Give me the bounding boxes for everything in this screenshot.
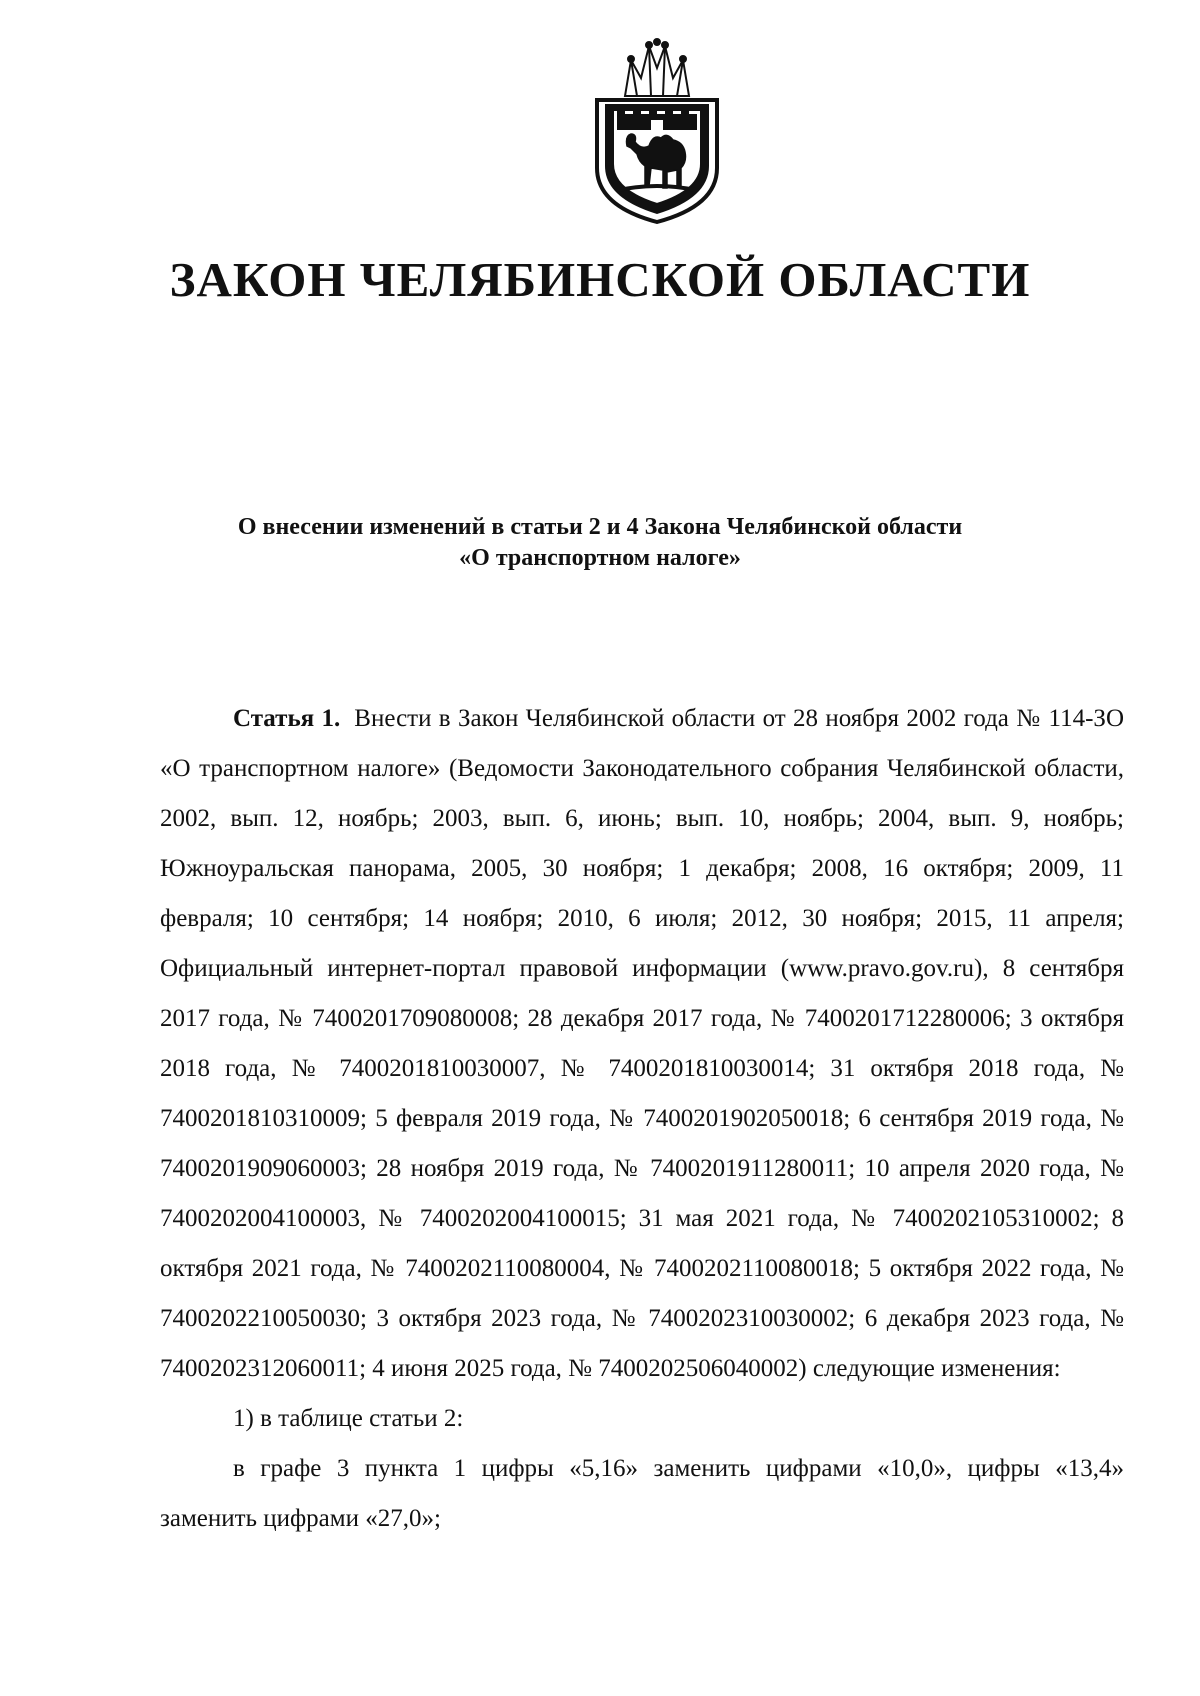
law-title: ЗАКОН ЧЕЛЯБИНСКОЙ ОБЛАСТИ (169, 252, 1031, 307)
article-1-text: Внести в Закон Челябинской области от 28 ноября 2002 года № 114-ЗО «О транспортном налоге» (Ведомости Законодательного собрания Челябинской области, 2002, вып. 12, ноябрь; 2003, вып. 6, июнь; вып. 10, ноябрь; 2004, вып. 9, ноябрь; Южноуральская панорама, 2005, 30 ноября; 1 декабря; 2008, 16 октября; 2009, 11 февраля; 10 сентября; 14 ноября; 2010, 6 июля; 2012, 30 ноября; 2015, 11 апреля; Официальный интернет-портал правовой информации (www.pravo.gov.ru), 8 сентября 2017 года, № 7400201709080008; 28 декабря 2017 года, № 7400201712280006; 3 октября 2018 года, № 7400201810030007, № 7400201810030014; 31 октября 2018 года, № 7400201810310009; 5 февраля 2019 года, № 7400201902050018; 6 сентября 2019 года, № 7400201909060003; 28 ноября 2019 года, № 7400201911280011; 10 апреля 2020 года, № 7400202004100003, № 7400202004100015; 31 мая 2021 года, № 7400202105310002; 8 октября 2021 года, № 7400202110080004, № 7400202110080018; 5 октября 2022 года, № 7400202210050030; 3 октября 2023 года, № 7400202310030002; 6 декабря 2023 года, № 7400202312060011; 4 июня 2025 года, № 7400202506040002) следующие изменения: (160, 705, 1124, 1382)
subtitle-line-2: «О транспортном налоге» (459, 545, 741, 571)
article-1-item-1: 1) в таблице статьи 2: (233, 1405, 464, 1432)
article-1 (160, 694, 1124, 1544)
article-1-label: Статья 1. (233, 705, 341, 732)
coat-of-arms-emblem-icon (587, 38, 727, 224)
document-subtitle (0, 512, 1200, 574)
article-1-paragraph (160, 694, 1124, 1394)
subtitle-line-1: О внесении изменений в статьи 2 и 4 Закона Челябинской области (237, 514, 963, 540)
article-1-item-1-detail: в графе 3 пункта 1 цифры «5,16» заменить цифрами «10,0», цифры «13,4» заменить цифрами «27,0»; (160, 1455, 1124, 1532)
